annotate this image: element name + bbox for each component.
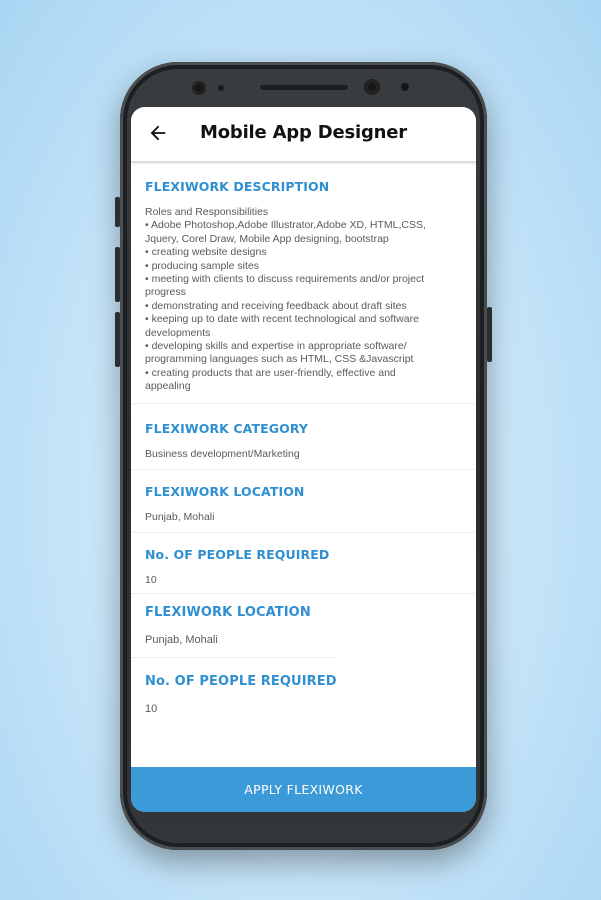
volume-key-top	[115, 197, 120, 227]
description-line: • creating website designs	[145, 246, 267, 259]
people-required-value: 10	[145, 574, 157, 586]
description-line: • producing sample sites	[145, 259, 259, 272]
description-line: • Adobe Photoshop,Adobe Illustrator,Adobe XD, HTML,CSS,	[145, 219, 426, 232]
divider	[131, 532, 476, 533]
apply-flexiwork-button[interactable]: APPLY FLEXIWORK	[131, 767, 476, 812]
power-button	[487, 307, 492, 362]
description-line: • meeting with clients to discuss requirements and/or project	[145, 273, 425, 286]
page-title: Mobile App Designer	[200, 122, 407, 143]
description-line: • demonstrating and receiving feedback about draft sites	[145, 299, 407, 312]
divider	[131, 593, 476, 594]
description-line: appealing	[145, 380, 191, 393]
people-required-heading: No. OF PEOPLE REQUIRED	[145, 547, 330, 562]
description-line: • keeping up to date with recent technological and software	[145, 313, 419, 326]
divider	[131, 403, 476, 404]
description-line: progress	[145, 286, 186, 299]
app-screen	[131, 107, 476, 812]
category-value: Business development/Marketing	[145, 448, 300, 460]
camera-sensor	[401, 83, 409, 91]
description-line: • creating products that are user-friendly, effective and	[145, 366, 396, 379]
front-camera	[364, 79, 380, 95]
earpiece-speaker	[260, 85, 348, 90]
phone-frame	[120, 62, 487, 850]
location-value: Punjab, Mohali	[145, 634, 218, 646]
location-heading: FLEXIWORK LOCATION	[145, 605, 311, 620]
app-bar	[131, 107, 476, 163]
volume-key-middle	[115, 247, 120, 302]
description-line: developments	[145, 326, 211, 339]
divider	[131, 469, 476, 470]
description-line: • developing skills and expertise in appropriate software/	[145, 340, 407, 353]
location-value: Punjab, Mohali	[145, 511, 215, 523]
people-required-heading: No. OF PEOPLE REQUIRED	[145, 674, 337, 689]
light-sensor	[218, 85, 224, 91]
arrow-left-icon[interactable]	[147, 122, 169, 144]
description-line: Roles and Responsibilities	[145, 206, 269, 218]
category-heading: FLEXIWORK CATEGORY	[145, 421, 309, 436]
description-line: programming languages such as HTML, CSS &Javascript	[145, 353, 414, 366]
description-heading: FLEXIWORK DESCRIPTION	[145, 179, 330, 194]
description-line: Jquery, Corel Draw, Mobile App designing, bootstrap	[145, 232, 389, 245]
description-body	[145, 206, 426, 394]
people-required-value: 10	[145, 703, 158, 715]
location-heading: FLEXIWORK LOCATION	[145, 484, 305, 499]
volume-key-bottom	[115, 312, 120, 367]
proximity-sensor	[192, 81, 206, 95]
divider	[131, 657, 336, 658]
